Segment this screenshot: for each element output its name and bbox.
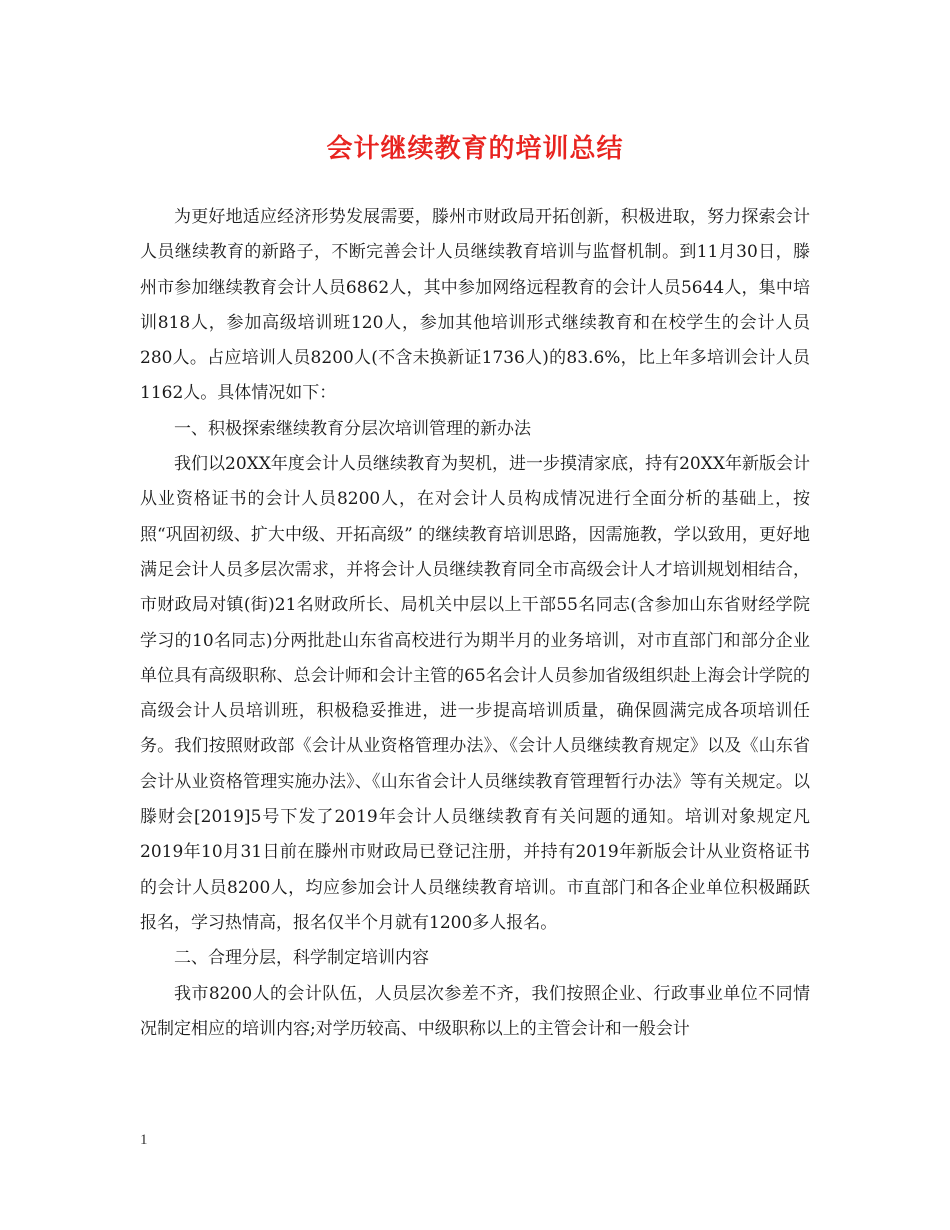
paragraph-intro: 为更好地适应经济形势发展需要，滕州市财政局开拓创新，积极进取，努力探索会计人员继续教育的新路子，不断完善会计人员继续教育培训与监督机制。到11月30日，滕州市参加继续教育会计人员6862人，其中参加网络远程教育的会计人员5644人，集中培训818人，参加高级培训班120人，参加其他培训形式继续教育和在校学生的会计人员280人。占应培训人员8200人(不含未换新证1736人)的83.6%，比上年多培训会计人员1162人。具体情况如下： xyxy=(140,207,810,404)
paragraph-section-2: 我市8200人的会计队伍，人员层次参差不齐，我们按照企业、行政事业单位不同情况制定相应的培训内容;对学历较高、中级职称以上的主管会计和一般会计 xyxy=(140,983,810,1039)
page-number: 1 xyxy=(140,1132,148,1148)
document-body xyxy=(140,200,810,1047)
section-heading-2: 二、合理分层，科学制定培训内容 xyxy=(174,948,429,969)
document-title: 会计继续教育的培训总结 xyxy=(326,134,624,164)
paragraph-section-1: 我们以20XX年度会计人员继续教育为契机，进一步摸清家底，持有20XX年新版会计从业资格证书的会计人员8200人，在对会计人员构成情况进行全面分析的基础上，按照“巩固初级、扩大中级、开拓高级” 的继续教育培训思路，因需施教，学以致用，更好地满足会计人员多层次需求，并将会计人员继续教育同全市高级会计人才培训规划相结合，市财政局对镇(街)21名财政所长、局机关中层以上干部55名同志(含参加山东省财经学院学习的10名同志)分两批赴山东省高校进行为期半月的业务培训，对市直部门和部分企业单位具有高级职称、总会计师和会计主管的65名会计人员参加省级组织赴上海会计学院的高级会计人员培训班，积极稳妥推进，进一步提高培训质量，确保圆满完成各项培训任务。我们按照财政部《会计从业资格管理办法》、《会计人员继续教育规定》以及《山东省会计从业资格管理实施办法》、《山东省会计人员继续教育管理暂行办法》等有关规定。以滕财会[2019]5号下发了2019年会计人员继续教育有关问题的通知。培训对象规定凡2019年10月31日前在滕州市财政局已登记注册，并持有2019年新版会计从业资格证书的会计人员8200人，均应参加会计人员继续教育培训。市直部门和各企业单位积极踊跃报名，学习热情高，报名仅半个月就有1200多人报名。 xyxy=(140,454,810,933)
section-heading-1: 一、积极探索继续教育分层次培训管理的新办法 xyxy=(174,418,531,439)
